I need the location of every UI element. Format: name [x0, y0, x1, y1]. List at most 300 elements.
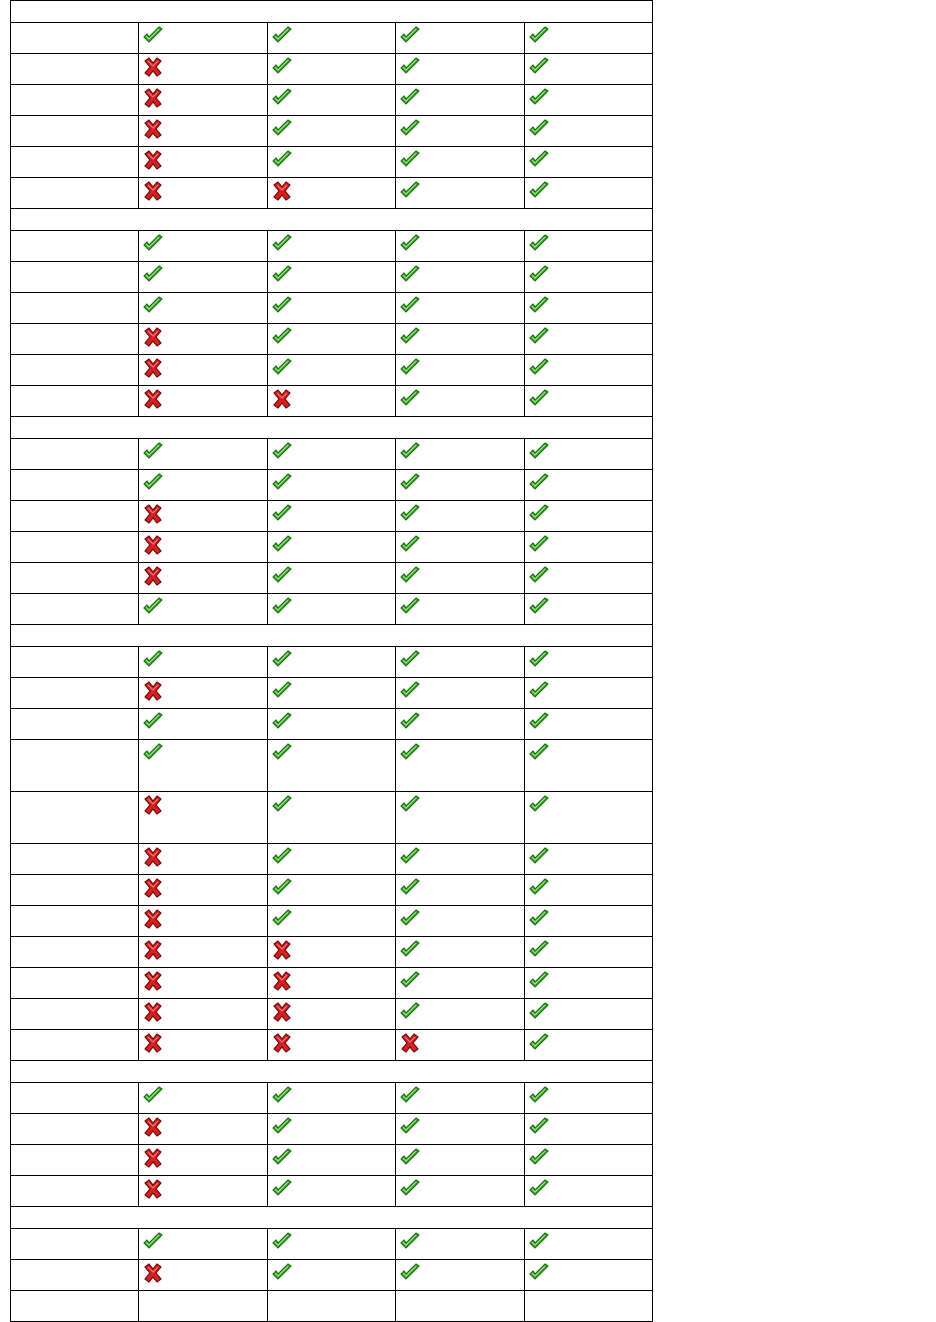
feature-cell — [267, 501, 395, 532]
feature-cell — [267, 678, 395, 709]
check-icon — [399, 26, 421, 48]
check-icon — [528, 1117, 550, 1139]
cross-icon — [142, 566, 164, 588]
section-title — [11, 417, 653, 439]
feature-cell — [524, 501, 652, 532]
feature-cell — [139, 178, 267, 209]
check-icon — [271, 327, 293, 349]
check-icon — [399, 150, 421, 172]
check-icon — [528, 296, 550, 318]
table-row — [11, 844, 653, 875]
check-icon — [399, 1002, 421, 1024]
feature-cell — [524, 1229, 652, 1260]
check-icon — [528, 389, 550, 411]
check-icon — [271, 535, 293, 557]
check-icon — [142, 26, 164, 48]
feature-cell — [524, 178, 652, 209]
cross-icon — [142, 1263, 164, 1285]
feature-cell — [139, 1291, 267, 1322]
feature-cell — [267, 1260, 395, 1291]
section-title — [11, 1207, 653, 1229]
cross-icon — [142, 327, 164, 349]
feature-cell — [524, 875, 652, 906]
check-icon — [271, 1086, 293, 1108]
feature-cell — [396, 792, 524, 844]
table-row — [11, 324, 653, 355]
row-label — [11, 875, 139, 906]
check-icon — [528, 535, 550, 557]
check-icon — [271, 88, 293, 110]
check-icon — [399, 442, 421, 464]
table-row — [11, 23, 653, 54]
table-row — [11, 293, 653, 324]
table-row — [11, 501, 653, 532]
table-row — [11, 116, 653, 147]
table-row — [11, 231, 653, 262]
table-row — [11, 999, 653, 1030]
cross-icon — [142, 358, 164, 380]
check-icon — [528, 473, 550, 495]
check-icon — [142, 442, 164, 464]
feature-cell — [267, 54, 395, 85]
row-label — [11, 85, 139, 116]
section-header-row — [11, 417, 653, 439]
feature-cell — [139, 439, 267, 470]
table-row — [11, 85, 653, 116]
check-icon — [528, 847, 550, 869]
table-row — [11, 1030, 653, 1061]
comparison-table-body — [11, 1, 653, 1322]
feature-cell — [396, 1083, 524, 1114]
check-icon — [399, 1179, 421, 1201]
cross-icon — [271, 1002, 293, 1024]
feature-cell — [524, 1291, 652, 1322]
feature-cell — [524, 844, 652, 875]
check-icon — [528, 26, 550, 48]
comparison-table — [10, 0, 653, 1322]
row-label — [11, 355, 139, 386]
feature-cell — [267, 231, 395, 262]
row-label — [11, 1145, 139, 1176]
table-row — [11, 1229, 653, 1260]
feature-cell — [524, 54, 652, 85]
check-icon — [142, 1086, 164, 1108]
section-header-row — [11, 1061, 653, 1083]
feature-cell — [524, 594, 652, 625]
section-title — [11, 625, 653, 647]
feature-cell — [524, 262, 652, 293]
feature-cell — [524, 1260, 652, 1291]
feature-cell — [267, 1145, 395, 1176]
feature-cell — [139, 147, 267, 178]
cross-icon — [142, 1148, 164, 1170]
row-label — [11, 1260, 139, 1291]
cross-icon — [142, 119, 164, 141]
section-header-row — [11, 1, 653, 23]
cross-icon — [142, 150, 164, 172]
check-icon — [271, 473, 293, 495]
feature-cell — [524, 85, 652, 116]
feature-cell — [139, 1260, 267, 1291]
check-icon — [528, 1232, 550, 1254]
feature-cell — [396, 844, 524, 875]
check-icon — [399, 234, 421, 256]
cross-icon — [142, 57, 164, 79]
feature-cell — [524, 1030, 652, 1061]
row-label — [11, 1291, 139, 1322]
feature-cell — [396, 386, 524, 417]
check-icon — [142, 1232, 164, 1254]
feature-cell — [396, 1176, 524, 1207]
feature-cell — [396, 262, 524, 293]
check-icon — [399, 327, 421, 349]
row-label — [11, 262, 139, 293]
check-icon — [142, 265, 164, 287]
feature-cell — [139, 231, 267, 262]
check-icon — [271, 26, 293, 48]
check-icon — [271, 847, 293, 869]
feature-cell — [139, 740, 267, 792]
row-label — [11, 647, 139, 678]
row-label — [11, 178, 139, 209]
check-icon — [142, 743, 164, 765]
row-label — [11, 470, 139, 501]
check-icon — [399, 597, 421, 619]
feature-cell — [267, 563, 395, 594]
check-icon — [399, 847, 421, 869]
row-label — [11, 844, 139, 875]
check-icon — [528, 119, 550, 141]
row-label — [11, 968, 139, 999]
row-label — [11, 439, 139, 470]
check-icon — [528, 681, 550, 703]
table-row — [11, 470, 653, 501]
feature-cell — [524, 999, 652, 1030]
row-label — [11, 54, 139, 85]
table-row — [11, 1145, 653, 1176]
check-icon — [271, 878, 293, 900]
check-icon — [528, 181, 550, 203]
feature-cell — [396, 439, 524, 470]
table-row — [11, 1291, 653, 1322]
feature-cell — [396, 1229, 524, 1260]
feature-cell — [139, 1083, 267, 1114]
check-icon — [528, 442, 550, 464]
check-icon — [528, 878, 550, 900]
feature-cell — [524, 1083, 652, 1114]
table-row — [11, 647, 653, 678]
row-label — [11, 293, 139, 324]
cross-icon — [142, 878, 164, 900]
check-icon — [528, 88, 550, 110]
feature-cell — [396, 85, 524, 116]
feature-cell — [139, 594, 267, 625]
row-label — [11, 501, 139, 532]
feature-cell — [267, 23, 395, 54]
feature-cell — [524, 147, 652, 178]
feature-cell — [524, 1176, 652, 1207]
feature-cell — [524, 439, 652, 470]
feature-cell — [139, 1229, 267, 1260]
check-icon — [271, 795, 293, 817]
table-row — [11, 1114, 653, 1145]
row-label — [11, 532, 139, 563]
table-row — [11, 147, 653, 178]
section-title — [11, 1061, 653, 1083]
cross-icon — [142, 1002, 164, 1024]
feature-cell — [524, 647, 652, 678]
feature-cell — [267, 532, 395, 563]
feature-cell — [396, 501, 524, 532]
feature-cell — [139, 792, 267, 844]
row-label — [11, 386, 139, 417]
row-label — [11, 709, 139, 740]
table-row — [11, 355, 653, 386]
cross-icon — [271, 389, 293, 411]
cross-icon — [142, 1117, 164, 1139]
feature-cell — [267, 1083, 395, 1114]
feature-cell — [139, 709, 267, 740]
feature-cell — [139, 1030, 267, 1061]
feature-cell — [524, 532, 652, 563]
feature-cell — [267, 709, 395, 740]
feature-cell — [267, 470, 395, 501]
check-icon — [271, 566, 293, 588]
check-icon — [399, 119, 421, 141]
feature-cell — [396, 678, 524, 709]
section-header-row — [11, 209, 653, 231]
row-label — [11, 563, 139, 594]
row-label — [11, 999, 139, 1030]
table-row — [11, 740, 653, 792]
feature-cell — [524, 324, 652, 355]
feature-cell — [139, 999, 267, 1030]
check-icon — [142, 650, 164, 672]
feature-cell — [139, 262, 267, 293]
check-icon — [528, 150, 550, 172]
cross-icon — [142, 795, 164, 817]
feature-cell — [396, 906, 524, 937]
feature-cell — [267, 355, 395, 386]
feature-cell — [524, 386, 652, 417]
check-icon — [271, 150, 293, 172]
check-icon — [271, 119, 293, 141]
check-icon — [142, 712, 164, 734]
feature-cell — [524, 470, 652, 501]
cross-icon — [142, 504, 164, 526]
feature-cell — [396, 563, 524, 594]
table-row — [11, 875, 653, 906]
row-label — [11, 147, 139, 178]
feature-cell — [524, 231, 652, 262]
feature-cell — [267, 293, 395, 324]
feature-cell — [267, 324, 395, 355]
feature-cell — [139, 906, 267, 937]
feature-cell — [396, 324, 524, 355]
check-icon — [528, 650, 550, 672]
cross-icon — [142, 847, 164, 869]
feature-cell — [396, 293, 524, 324]
feature-cell — [396, 532, 524, 563]
row-label — [11, 1229, 139, 1260]
feature-cell — [396, 54, 524, 85]
check-icon — [142, 296, 164, 318]
feature-cell — [396, 937, 524, 968]
check-icon — [528, 57, 550, 79]
feature-cell — [524, 968, 652, 999]
feature-cell — [396, 709, 524, 740]
table-row — [11, 594, 653, 625]
feature-cell — [524, 1145, 652, 1176]
check-icon — [399, 1263, 421, 1285]
feature-cell — [524, 792, 652, 844]
feature-cell — [396, 1114, 524, 1145]
check-icon — [271, 1232, 293, 1254]
cross-icon — [271, 940, 293, 962]
check-icon — [528, 795, 550, 817]
feature-cell — [139, 844, 267, 875]
check-icon — [528, 712, 550, 734]
cross-icon — [142, 1179, 164, 1201]
row-label — [11, 678, 139, 709]
check-icon — [399, 566, 421, 588]
row-label — [11, 740, 139, 792]
check-icon — [271, 265, 293, 287]
feature-cell — [396, 116, 524, 147]
check-icon — [399, 743, 421, 765]
feature-cell — [267, 1114, 395, 1145]
check-icon — [271, 296, 293, 318]
feature-cell — [139, 875, 267, 906]
feature-cell — [524, 740, 652, 792]
cross-icon — [271, 1033, 293, 1055]
check-icon — [528, 358, 550, 380]
table-row — [11, 678, 653, 709]
check-icon — [271, 442, 293, 464]
feature-cell — [139, 54, 267, 85]
check-icon — [399, 909, 421, 931]
row-label — [11, 1114, 139, 1145]
feature-cell — [139, 937, 267, 968]
check-icon — [399, 57, 421, 79]
feature-cell — [524, 678, 652, 709]
row-label — [11, 1030, 139, 1061]
table-row — [11, 178, 653, 209]
row-label — [11, 906, 139, 937]
check-icon — [528, 1002, 550, 1024]
check-icon — [399, 389, 421, 411]
row-label — [11, 116, 139, 147]
cross-icon — [142, 971, 164, 993]
feature-cell — [139, 85, 267, 116]
table-row — [11, 1260, 653, 1291]
check-icon — [399, 1117, 421, 1139]
check-icon — [399, 712, 421, 734]
row-label — [11, 792, 139, 844]
check-icon — [271, 650, 293, 672]
check-icon — [271, 1117, 293, 1139]
feature-cell — [139, 324, 267, 355]
check-icon — [271, 681, 293, 703]
check-icon — [399, 940, 421, 962]
check-icon — [399, 878, 421, 900]
feature-cell — [139, 1176, 267, 1207]
check-icon — [399, 504, 421, 526]
feature-cell — [524, 906, 652, 937]
feature-cell — [267, 844, 395, 875]
feature-cell — [267, 1291, 395, 1322]
feature-cell — [396, 968, 524, 999]
check-icon — [399, 473, 421, 495]
row-label — [11, 1083, 139, 1114]
check-icon — [528, 940, 550, 962]
check-icon — [399, 535, 421, 557]
feature-cell — [396, 470, 524, 501]
cross-icon — [142, 389, 164, 411]
feature-cell — [396, 23, 524, 54]
feature-cell — [267, 116, 395, 147]
feature-cell — [396, 178, 524, 209]
feature-cell — [267, 647, 395, 678]
cross-icon — [271, 181, 293, 203]
check-icon — [399, 358, 421, 380]
feature-cell — [139, 1114, 267, 1145]
feature-cell — [396, 875, 524, 906]
feature-cell — [139, 23, 267, 54]
cross-icon — [142, 940, 164, 962]
cross-icon — [271, 971, 293, 993]
check-icon — [142, 473, 164, 495]
feature-cell — [267, 439, 395, 470]
check-icon — [528, 504, 550, 526]
check-icon — [528, 743, 550, 765]
feature-cell — [267, 386, 395, 417]
section-title — [11, 1, 653, 23]
table-row — [11, 1083, 653, 1114]
feature-cell — [524, 23, 652, 54]
check-icon — [528, 909, 550, 931]
feature-cell — [139, 116, 267, 147]
check-icon — [399, 795, 421, 817]
feature-cell — [396, 147, 524, 178]
feature-cell — [267, 937, 395, 968]
check-icon — [271, 743, 293, 765]
feature-cell — [396, 1145, 524, 1176]
table-row — [11, 1176, 653, 1207]
check-icon — [528, 1086, 550, 1108]
feature-cell — [267, 792, 395, 844]
cross-icon — [142, 1033, 164, 1055]
feature-cell — [524, 116, 652, 147]
feature-cell — [396, 355, 524, 386]
row-label — [11, 594, 139, 625]
feature-cell — [139, 470, 267, 501]
feature-cell — [267, 1176, 395, 1207]
feature-cell — [396, 1260, 524, 1291]
check-icon — [271, 1179, 293, 1201]
feature-cell — [396, 1291, 524, 1322]
check-icon — [399, 296, 421, 318]
feature-cell — [267, 999, 395, 1030]
check-icon — [528, 566, 550, 588]
check-icon — [528, 265, 550, 287]
table-row — [11, 262, 653, 293]
check-icon — [271, 909, 293, 931]
feature-cell — [396, 647, 524, 678]
row-label — [11, 324, 139, 355]
feature-cell — [396, 999, 524, 1030]
feature-cell — [267, 85, 395, 116]
